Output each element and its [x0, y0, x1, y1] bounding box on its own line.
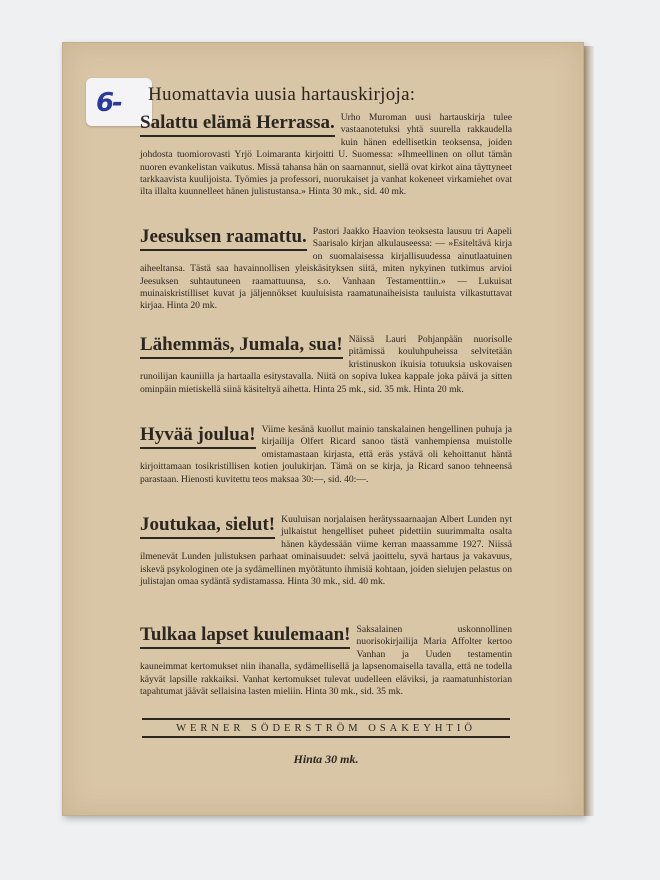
book-edge-shadow	[584, 46, 594, 816]
book-title: Hyvää joulua!	[140, 424, 256, 449]
book-description: Viime kesänä kuollut mainio tanskalainen hengellinen puhuja ja kirjailija Olfert Ricard sanoo tästä vanhempiensa muistolle omistamastaan kirjasta, että eräs ystävä oli kehoittanut häntä kirjoittamaan tosikristillisen kotien joulukirjan. Tämä on se kirja, ja Ricard sanoo tehneensä parastaan. Hienosti kuvitettu teos maksaa 30:—, sid. 40:—.	[140, 424, 512, 485]
book-title: Lähemmäs, Jumala, sua!	[140, 334, 343, 359]
book-listing	[140, 112, 512, 199]
book-listing	[140, 624, 512, 698]
book-title: Salattu elämä Herrassa.	[140, 112, 335, 137]
book-listing	[140, 514, 512, 588]
cover-heading: Huomattavia uusia hartauskirjoja:	[148, 84, 416, 105]
publisher-name: WERNER SÖDERSTRÖM OSAKEYHTIÖ	[142, 718, 510, 738]
book-listing	[140, 424, 512, 486]
book-title: Tulkaa lapset kuulemaan!	[140, 624, 350, 649]
book-description: Kuuluisan norjalaisen herätyssaarnaajan Albert Lunden nyt julkaistut hengelliset puheet pidettiin suurimmalta osalta hänen käydessään viime kerran maassamme 1927. Niissä ilmenevät Lunden julistuksen parhaat ominaisuudet: selvä jaoittelu, syvä hartaus ja vakavuus, iskevä psykologinen ote ja sydämellinen myötätunto ihmisiä kohtaan, joiden sielujen pelastus on julistajan omaa sydäntä sydistamassa. Hinta 30 mk., sid. 40 mk.	[140, 514, 512, 588]
book-title: Jeesuksen raamattu.	[140, 226, 307, 251]
book-listing	[140, 334, 512, 396]
sticker-price-mark: 6-	[96, 88, 121, 118]
book-price: Hinta 30 mk.	[293, 752, 359, 766]
book-listing	[140, 226, 512, 313]
book-title: Joutukaa, sielut!	[140, 514, 275, 539]
book-description: Urho Muroman uusi hartauskirja tulee vastaanotetuksi yhtä suurella rakkaudella kuin hänen edellisetkin teoksensa, joiden johdosta tuomiorovasti Yrjö Loimaranta kirjoitti U. Suomessa: »Ihmeellinen on ollut tämän nuoren evankelistan vaikutus. Missä tahansa hän on saarnannut, siellä ovat kirkot aina täyttyneet tarkkaavista kuulijoista. Työmies ja professori, nuorukaiset ja vanhat kokeneet virkamiehet ovat ilta illalta kuunnelleet hänen julistustansa.» Hinta 30 mk., sid. 40 mk.	[140, 112, 512, 198]
book-description: Saksalainen uskonnollinen nuorisokirjailija Maria Affolter kertoo Vanhan ja Uuden testamentin kauneimmat kertomukset niin ihanalla, sydämellisellä ja lapsenomaisella tavalla, että ne todella käyvät lapsille rakkaiksi. Vanhat kertomukset tulevat uudelleen eläviksi, ja raamatunhistorian tapahtumat jäävät sellaisina lasten mieliin. Hinta 30 mk., sid. 35 mk.	[140, 624, 512, 698]
book-description: Pastori Jaakko Haavion teoksesta lausuu tri Aapeli Saarisalo kirjan alkulauseessa: — »Esiteltävä kirja on suomalaisessa kirjallisuudessa ainutlaatuinen aiheeltansa. Tästä saa havainnollisen yleiskäsityksen siitä, miten nykyinen tutkimus arvioi Jeesuksen suhtautuneen raamattuunsa, s.o. Vanhaan Testamenttiin.» — Lukuisat muinaiskristilliset kuvat ja jäljennökset kuuluisista raamatunaiheisista tauluista vilkastuttavat kirjaa. Hinta 20 mk.	[140, 226, 512, 312]
book-description: Näissä Lauri Pohjanpään nuorisolle pitämissä kouluhpuheissa selvitetään kristinuskon ikuisia totuuksia uskovaisen runoilijan kauniilla ja hartaalla esitystavalla. Niitä on sopiva lukea kappale joka päivä ja sitten ominpäin mietiskellä siinä käsiteltyä aihetta. Hinta 25 mk., sid. 35 mk. Hinta 20 mk.	[140, 334, 512, 395]
